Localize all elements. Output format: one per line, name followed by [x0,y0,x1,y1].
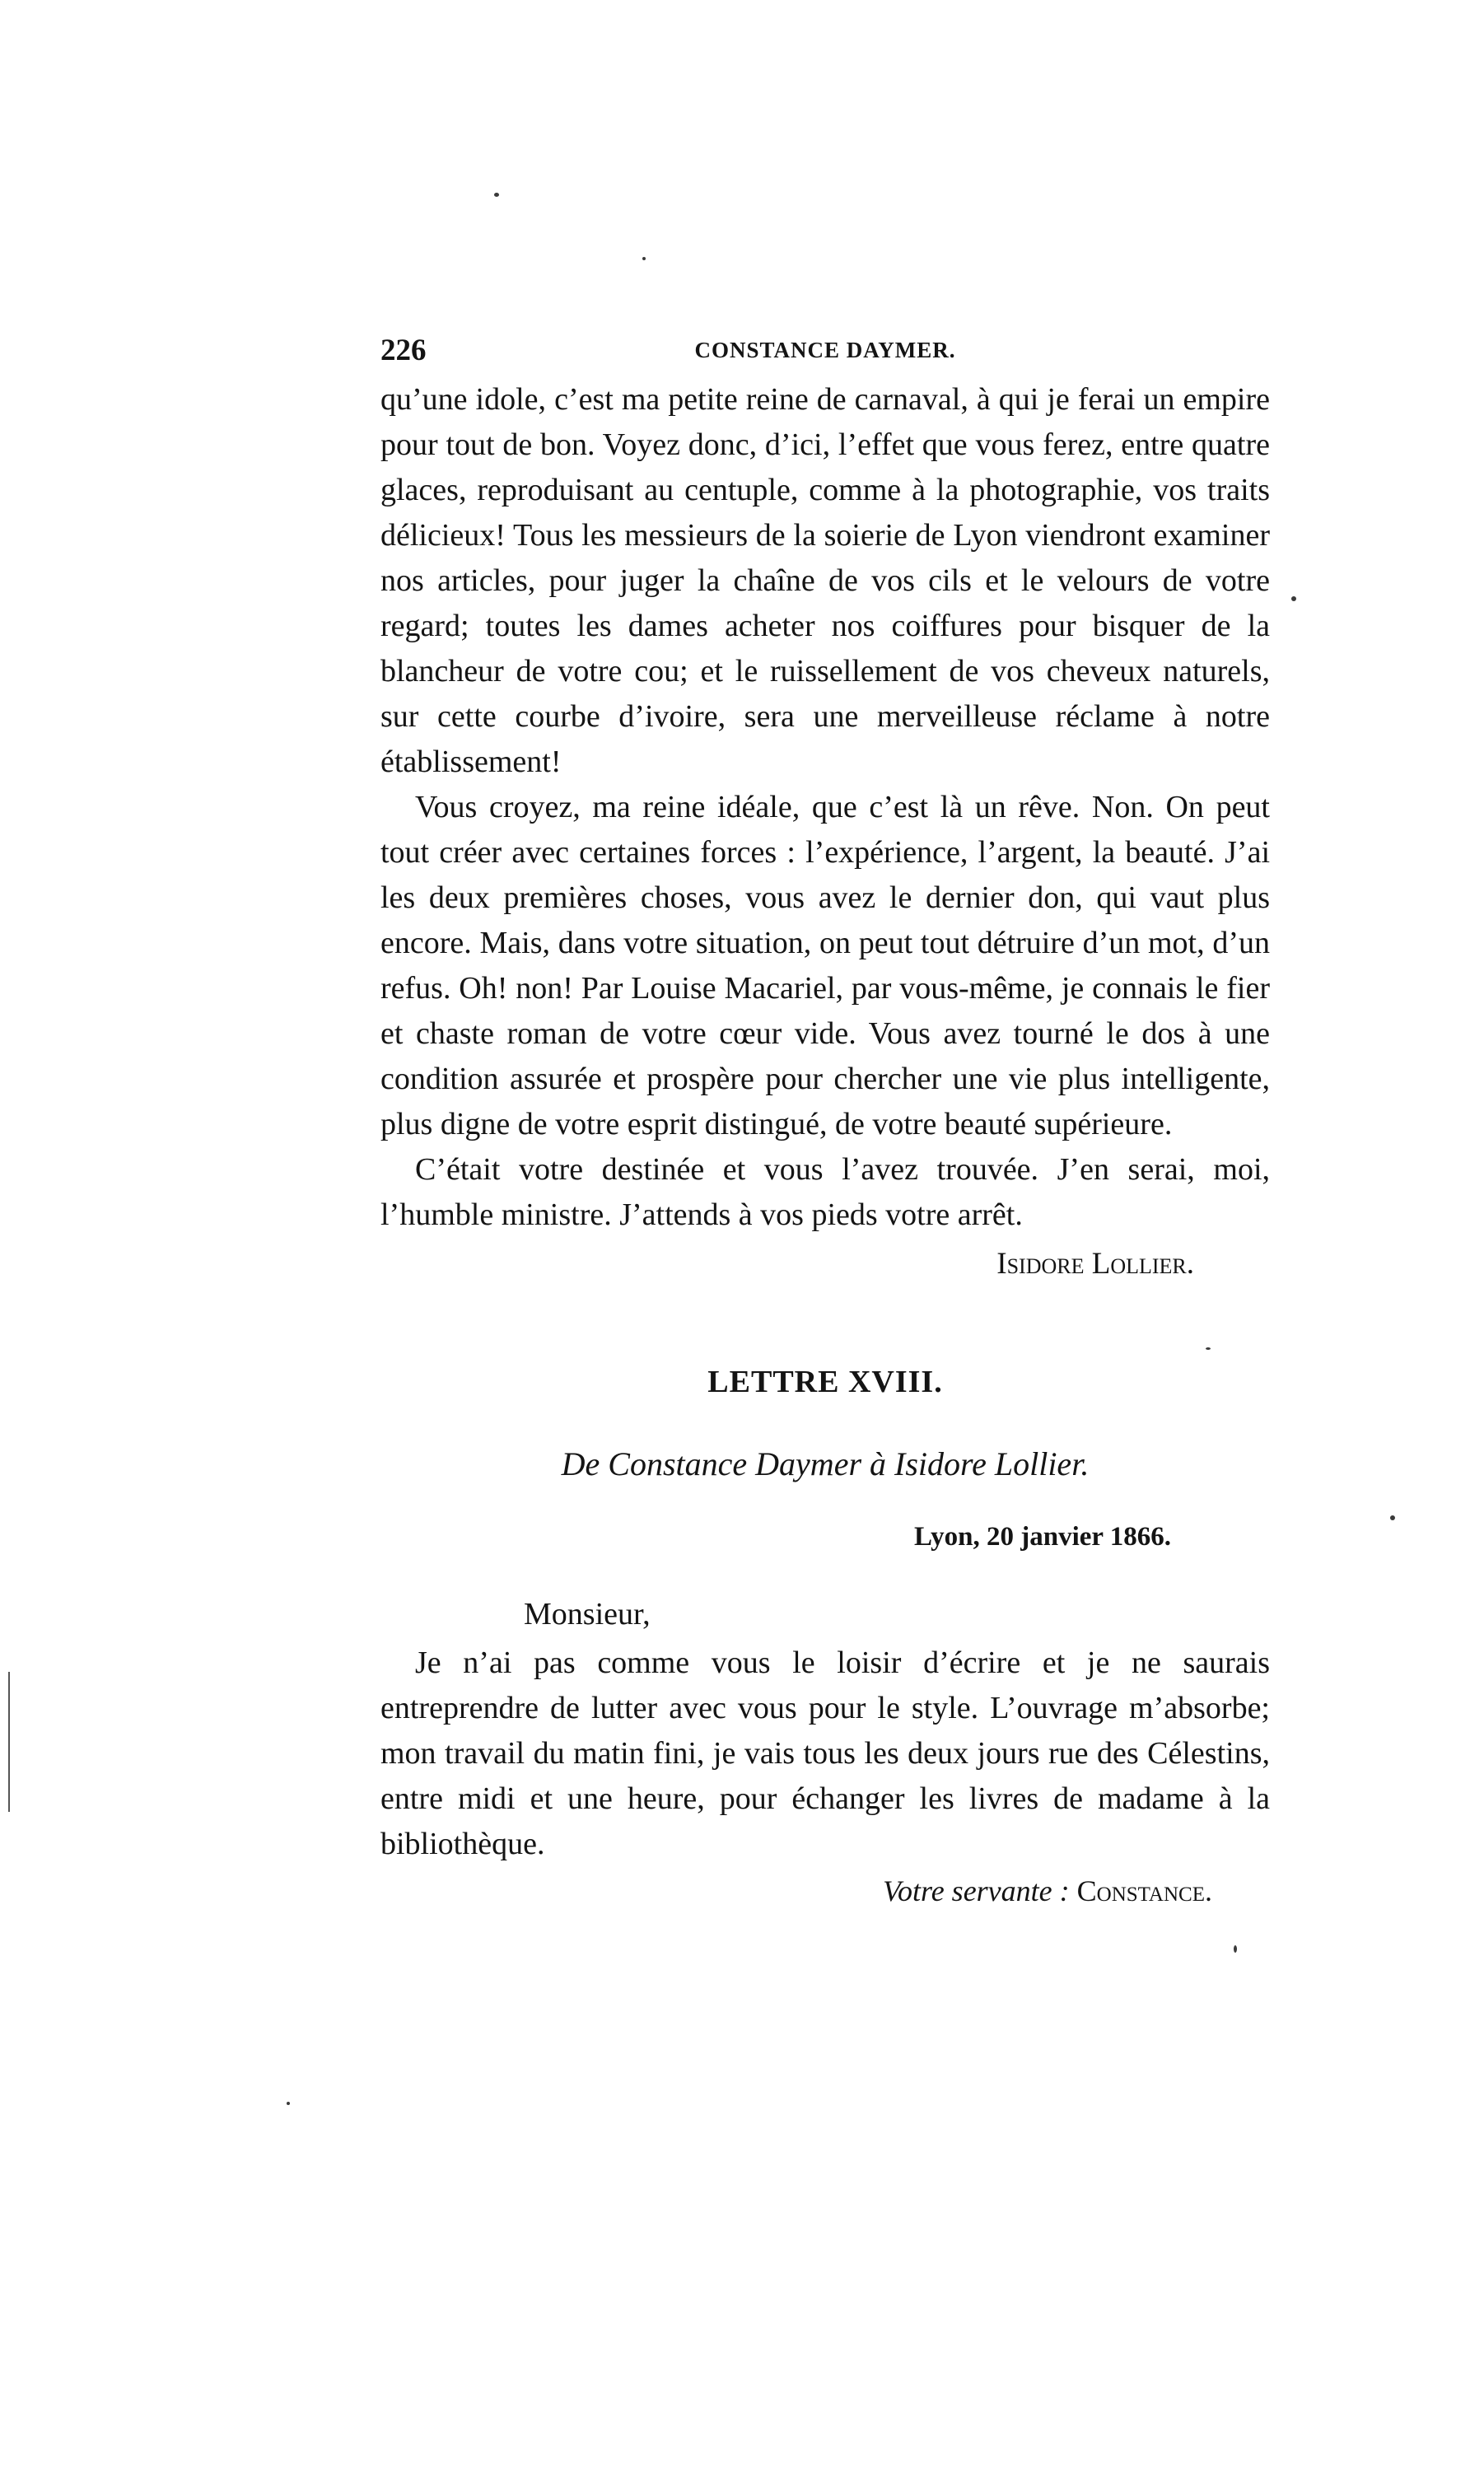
salutation: Monsieur, [524,1597,651,1631]
letter-18-body [380,1641,1270,1914]
letter-17-body [380,377,1270,1286]
print-speck [1291,596,1296,601]
paragraph-continued: qu’une idole, c’est ma petite reine de carnaval, à qui je ferai un empire pour tout de bon. Voyez donc, d’ici, l’effet que vous ferez, entre quatre glaces, reproduisant au centuple, comme à la photographie, vos traits délicieux! Tous les messieurs de la soierie de Lyon viendront examiner nos articles, pour juger la chaîne de vos cils et le velours de votre regard; toutes les dames acheter nos coiffures pour bisquer de la blancheur de votre cou; et le ruissellement de vos cheveux naturels, sur cette courbe d’ivoire, sera une merveilleuse réclame à notre établissement! [380,382,1270,779]
page-header [380,333,1270,374]
scan-edge [8,1672,10,1812]
signature-isidore: Isidore Lollier. [996,1247,1194,1281]
letter-heading: LETTRE XVIII. [707,1365,943,1399]
print-speck [1390,1515,1395,1520]
signature-constance: Constance. [1076,1874,1212,1907]
letter-subheading: De Constance Daymer à Isidore Lollier. [561,1445,1090,1482]
print-speck [494,193,499,197]
print-speck [287,2102,290,2105]
closing-line [380,1869,1270,1914]
closing-formula: Votre servante : [883,1874,1070,1907]
paragraph: C’était votre destinée et vous l’avez trouvée. J’en serai, moi, l’humble ministre. J’attends à vos pieds votre arrêt. [380,1152,1270,1232]
print-speck [1206,1347,1211,1350]
dateline: Lyon, 20 janvier 1866. [913,1522,1171,1552]
paragraph: Vous croyez, ma reine idéale, que c’est là un rêve. Non. On peut tout créer avec certaines forces : l’expérience, l’argent, la beauté. J’ai les deux premières choses, vous avez le dernier don, qui vaut plus encore. Mais, dans votre situation, on peut tout détruire d’un mot, d’un refus. Oh! non! Par Louise Macariel, par vous-même, je connais le fier et chaste roman de votre cœur vide. Vous avez tourné le dos à une condition assurée et prospère pour chercher une vie plus intelligente, plus digne de votre esprit distingué, de votre beauté supérieure. [380,790,1270,1141]
page-number: 226 [380,334,427,367]
paragraph: Je n’ai pas comme vous le loisir d’écrire et je ne saurais entreprendre de lutter avec vous pour le style. L’ouvrage m’absorbe; mon travail du matin fini, je vais tous les deux jours rue des Célestins, entre midi et une heure, pour échanger les livres de madame à la bibliothèque. [380,1645,1270,1861]
print-speck [642,257,646,260]
print-speck [1234,1945,1237,1953]
running-title: CONSTANCE DAYMER. [694,338,956,362]
